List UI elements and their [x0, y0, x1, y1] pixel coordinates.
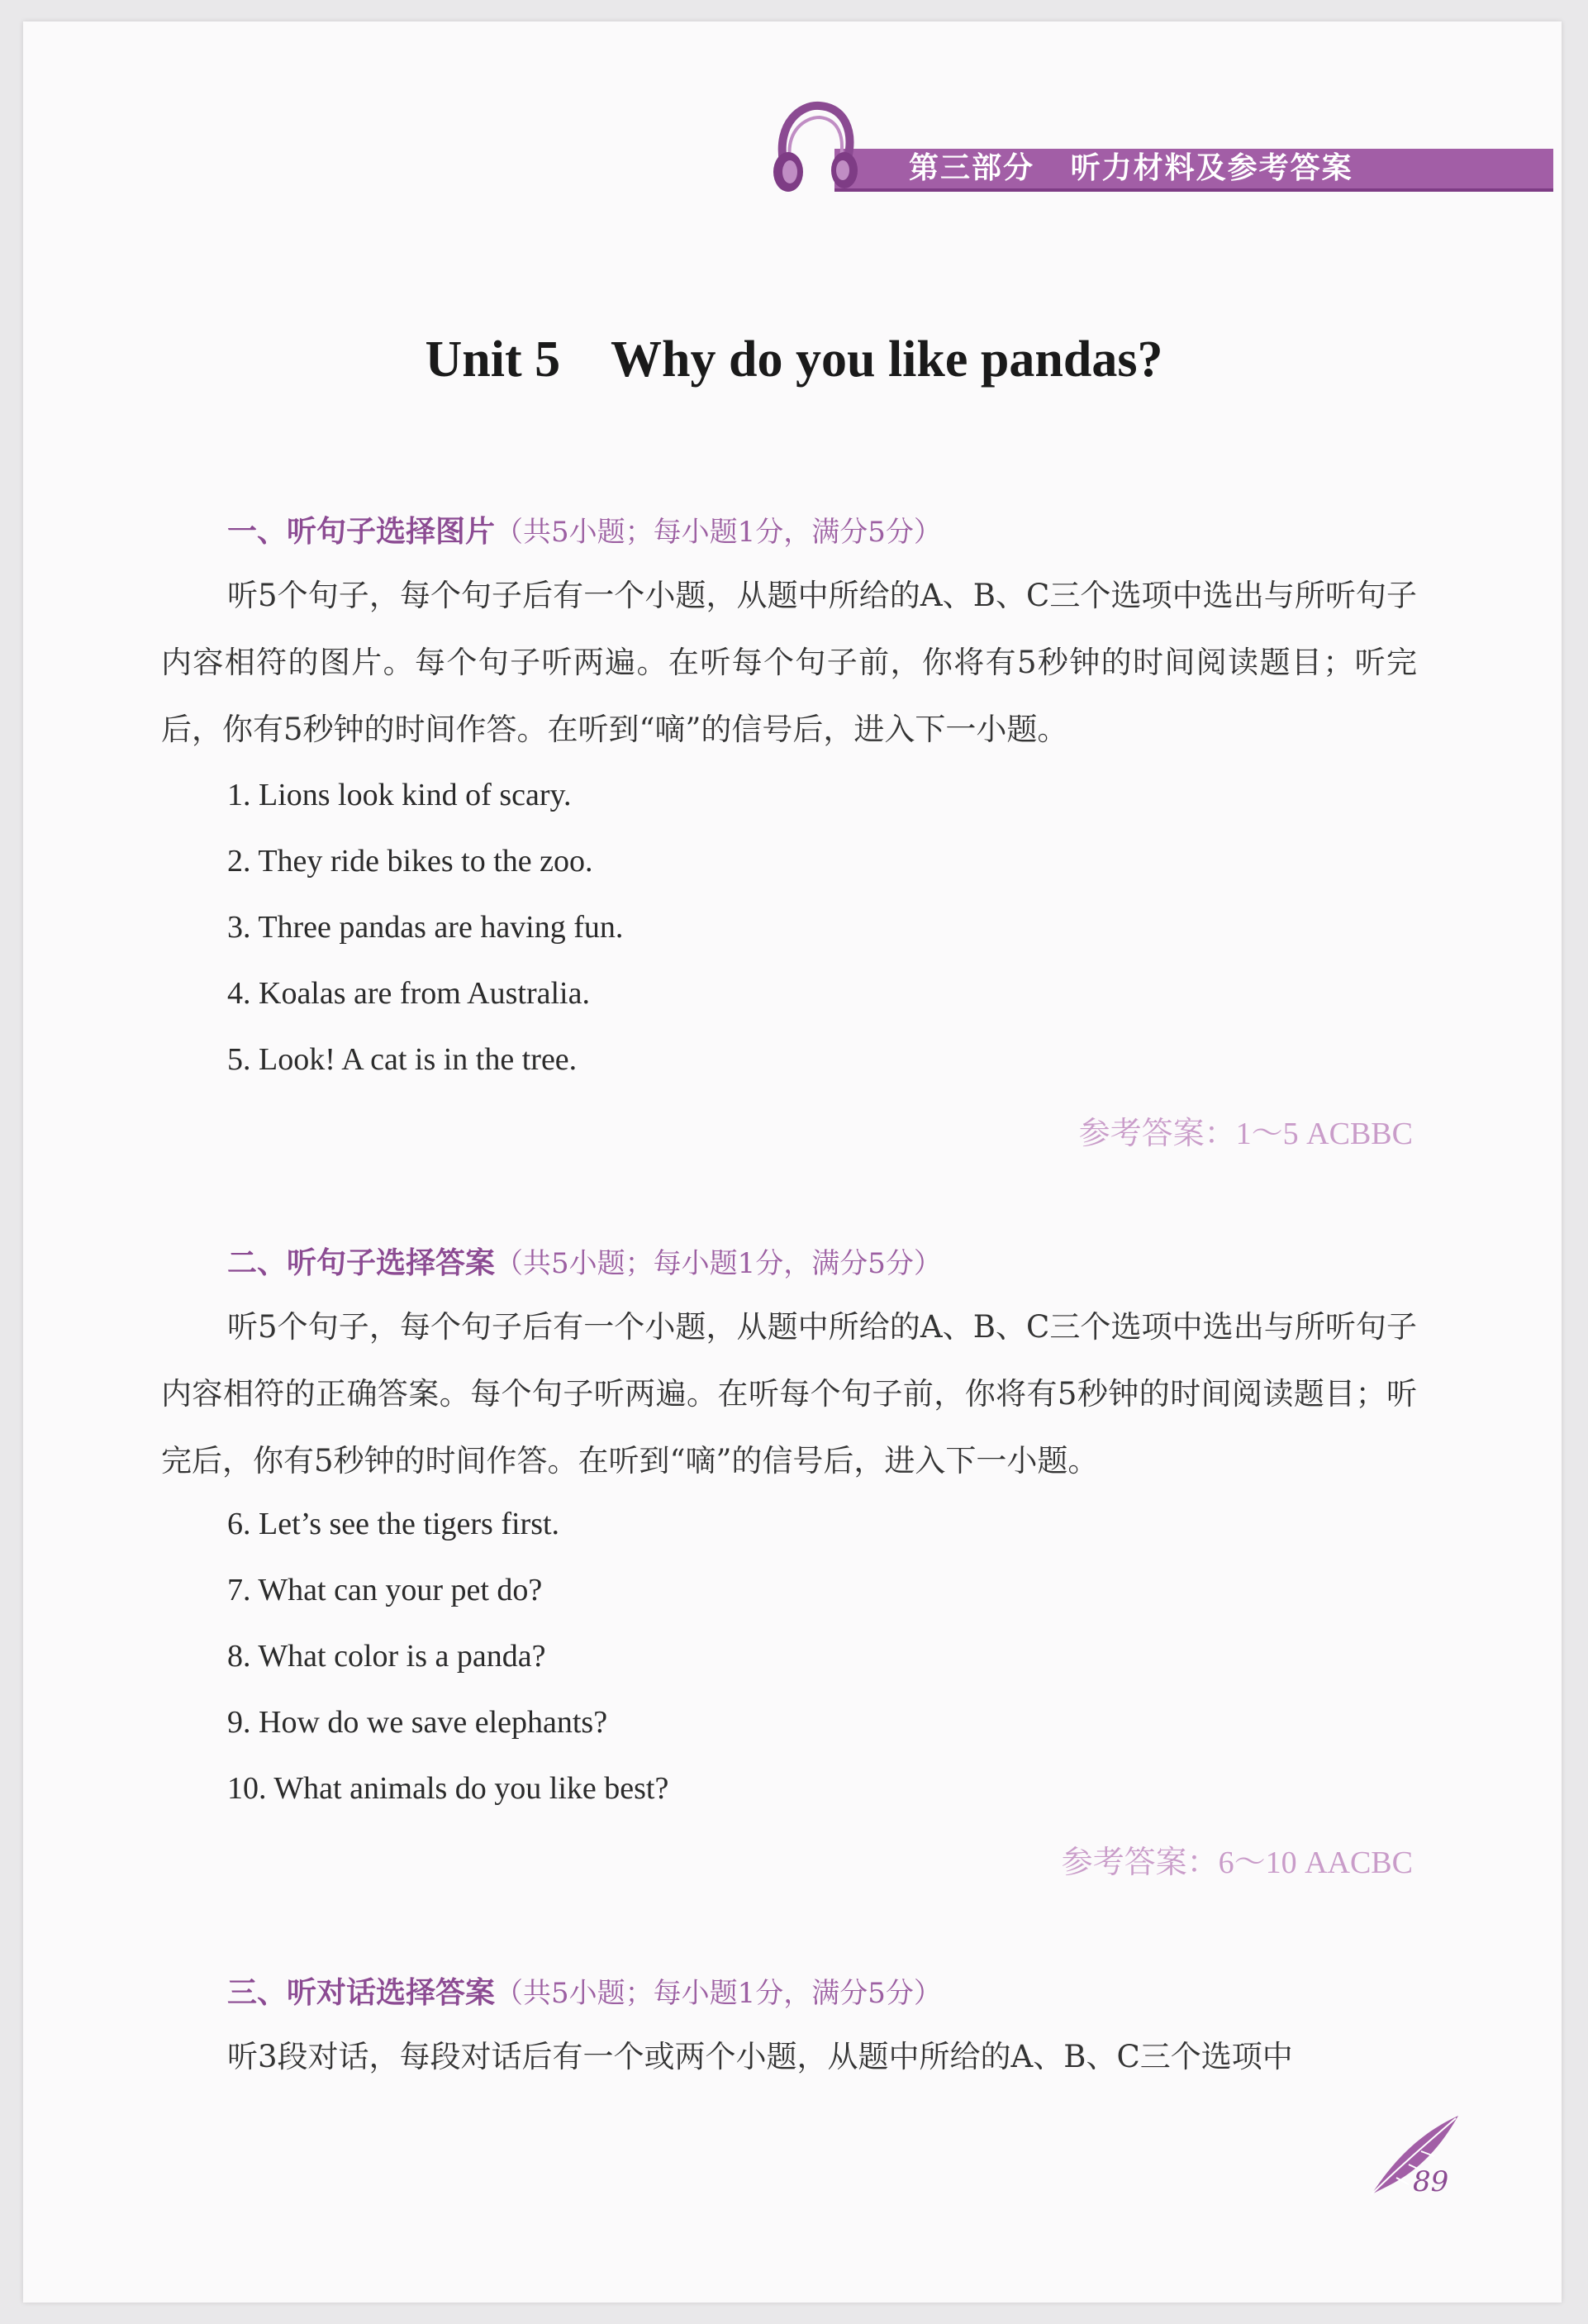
section-1-instructions: 听5个句子，每个句子后有一个小题，从题中所给的A、B、C三个选项中选出与所听句子内容相符的图片。每个句子听两遍。在听每个句子前，你将有5秒钟的时间阅读题目；听完后，你有5秒钟的时间作答。在听到“嘀”的信号后，进入下一小题。 [161, 578, 1417, 747]
section-2-instructions: 听5个句子，每个句子后有一个小题，从题中所给的A、B、C三个选项中选出与所听句子内容相符的正确答案。每个句子听两遍。在听每个句子前，你将有5秒钟的时间阅读题目；听完后，你有5秒钟的时间作答。在听到“嘀”的信号后，进入下一小题。 [161, 1309, 1417, 1479]
section-3-instructions: 听3段对话，每段对话后有一个或两个小题，从题中所给的A、B、C三个选项中 [227, 2039, 1293, 2074]
list-item: 10. What animals do you like best? [227, 1771, 669, 1806]
section-heading-2-note: （共5小题；每小题1分，满分5分） [495, 1247, 942, 1280]
list-item: 1. Lions look kind of scary. [227, 778, 572, 812]
list-item: 9. How do we save elephants? [227, 1705, 608, 1740]
list-item: 4. Koalas are from Australia. [227, 976, 590, 1011]
section-heading-2-label: 二、听句子选择答案 [227, 1246, 496, 1280]
list-item: 5. Look! A cat is in the tree. [227, 1042, 578, 1077]
page-title: Unit 5 Why do you like pandas? [425, 331, 1163, 388]
list-item: 2. They ride bikes to the zoo. [227, 844, 593, 879]
section-heading-1 [227, 508, 942, 550]
section-heading-3 [227, 1969, 942, 2012]
list-item: 8. What color is a panda? [227, 1639, 546, 1674]
section-heading-1-note: （共5小题；每小题1分，满分5分） [495, 516, 942, 549]
header-section-label: 第三部分 听力材料及参考答案 [909, 151, 1353, 185]
list-item: 6. Let’s see the tigers first. [227, 1507, 560, 1541]
list-item: 3. Three pandas are having fun. [227, 910, 624, 945]
section-heading-2 [227, 1240, 942, 1282]
section-2-answer: 参考答案：6～10 AACBC [1061, 1845, 1413, 1880]
section-heading-3-label: 三、听对话选择答案 [227, 1976, 496, 2010]
headphones-icon [768, 98, 859, 197]
page-number: 89 [1413, 2165, 1449, 2198]
list-item: 7. What can your pet do? [227, 1573, 543, 1607]
section-heading-1-label: 一、听句子选择图片 [227, 515, 496, 549]
section-heading-3-note: （共5小题；每小题1分，满分5分） [495, 1977, 942, 2010]
section-1-answer: 参考答案：1～5 ACBBC [1078, 1117, 1413, 1151]
